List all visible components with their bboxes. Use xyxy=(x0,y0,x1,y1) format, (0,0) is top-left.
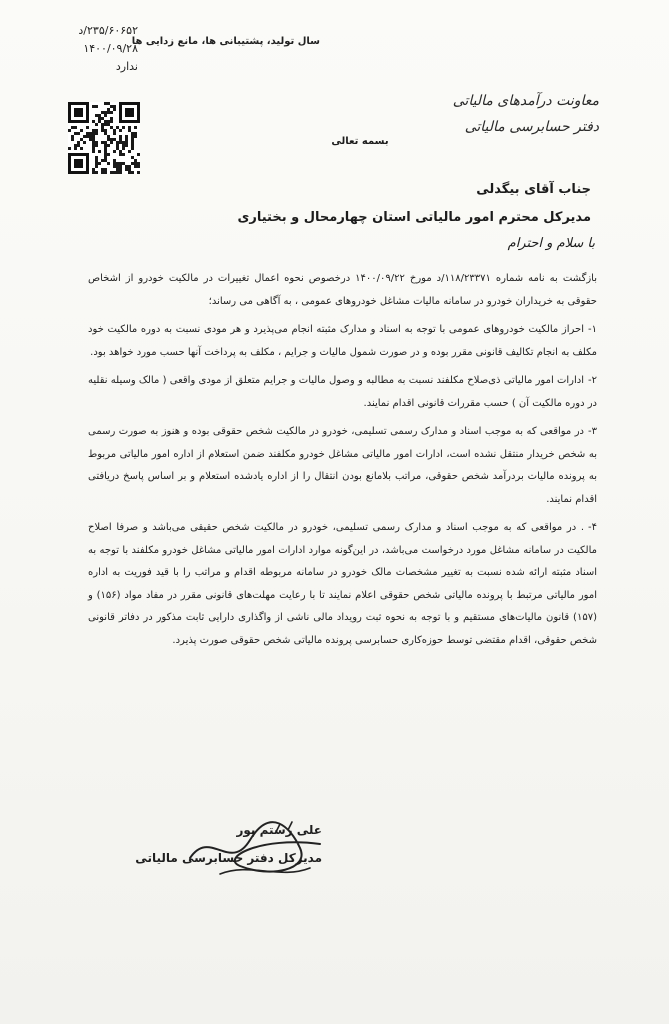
recipient-name: جناب آقای بیگدلی xyxy=(476,182,591,197)
qr-code-graphic xyxy=(68,102,140,174)
letter-date: ۱۴۰۰/۰۹/۲۸ xyxy=(83,42,138,55)
list-item-3 xyxy=(88,421,597,511)
intro-paragraph: بازگشت به نامه شماره ۱۱۸/۲۳۳۷۱/د مورخ ۱۴۰۰/۰۹/۲۲ درخصوص نحوه اعمال تغییرات در مالکیت خودرو از اشخاص حقوقی به خریداران خودرو در سامانه مالیات مشاغل خودروهای عمومی ، به آگاهی می رساند؛ xyxy=(88,273,597,307)
item-text: در مواقعی که به موجب اسناد و مدارک رسمی تسلیمی، خودرو در مالکیت شخص حقوقی بوده و هنوز به صورت رسمی به شخص خریدار منتقل نشده است، ادارات امور مالیاتی مشاغل خودرو مکلفند ضمن استعلام از اداره امور مالیاتی مربوط به پرونده مالیات بردرآمد شخص حقوقی، مراتب بلامانع بودن انتقال را از اداره یادشده استعلام و بر اساس پاسخ دریافتی اقدام نمایند. xyxy=(88,426,597,505)
item-number: ۴- xyxy=(588,522,597,533)
letter-body xyxy=(88,268,597,658)
bismillah: بسمه تعالی xyxy=(331,136,389,147)
list-item-2 xyxy=(88,370,597,415)
list-item-1 xyxy=(88,319,597,364)
department-deputy: معاونت درآمدهای مالیاتی xyxy=(452,93,599,109)
letter-number: ۲۳۵/۶۰۶۵۲/د xyxy=(78,24,138,37)
letter-metadata xyxy=(28,22,138,76)
qr-code-icon xyxy=(68,102,140,174)
item-number: ۲- xyxy=(588,375,597,386)
item-number: ۳- xyxy=(588,426,597,437)
item-number: ۱- xyxy=(588,324,597,335)
recipient-title: مدیرکل محترم امور مالیاتی استان چهارمحال و بختیاری xyxy=(237,210,591,225)
item-text: ادارات امور مالیاتی ذی‌صلاح مکلفند نسبت به مطالبه و وصول مالیات و جرایم متعلق از مودی واقعی ( مالک وسیله نقلیه در دوره مالکیت آن ) حسب مقررات قانونی اقدام نمایند. xyxy=(88,375,597,409)
department-office: دفتر حسابرسی مالیاتی xyxy=(464,119,599,135)
attachment-status: ندارد xyxy=(115,60,138,73)
greeting: با سلام و احترام xyxy=(507,236,595,251)
item-text: احراز مالکیت خودروهای عمومی با توجه به اسناد و مدارک مثبته انجام می‌پذیرد و هر مودی نسبت به دوره مالکیت خود مکلف به انجام تکالیف قانونی مقرر بوده و در صورت شمول مالیات و جرایم ، مکلف به پرداخت آنها حسب مورد خواهد بود. xyxy=(88,324,597,358)
signer-title: مدیرکل دفتر حسابرسی مالیاتی xyxy=(135,851,322,865)
list-item-4 xyxy=(88,517,597,652)
recipient-block xyxy=(191,176,591,232)
signer-name: علی رستم پور xyxy=(236,823,322,837)
year-slogan: سال تولید، پشتیبانی ها، مانع زدایی ها xyxy=(131,36,320,47)
department-header xyxy=(429,88,599,140)
signature-block xyxy=(135,816,322,872)
item-text: . در مواقعی که به موجب اسناد و مدارک رسمی تسلیمی، خودرو در مالکیت شخص حقیقی می‌باشد و صرفا اصلاح مالکیت در سامانه مشاغل مورد درخواست می‌باشد، در این‌گونه موارد ادارات امور مالیاتی مشاغل خودرو مکلفند با توجه به اسناد مثبته ارائه شده نسبت به تغییر مشخصات مالک خودرو در سامانه مربوطه اقدام و مراتب را با قید فوریت به اداره امور مالیاتی مرتبط با پرونده مالیاتی شخص حقوقی اعلام نمایند تا با رعایت مهلت‌های قانونی مقرر در مفاد مواد (۱۵۶) و (۱۵۷) قانون مالیات‌های مستقیم و با توجه به نحوه ثبت رویداد مالی ناشی از واگذاری دارایی ثابت مذکور در دفاتر قانونی شخص حقوقی، اقدام مقتضی توسط حوزه‌کاری حسابرسی پرونده مالیاتی شخص حقوقی صورت پذیرد. xyxy=(88,522,597,646)
